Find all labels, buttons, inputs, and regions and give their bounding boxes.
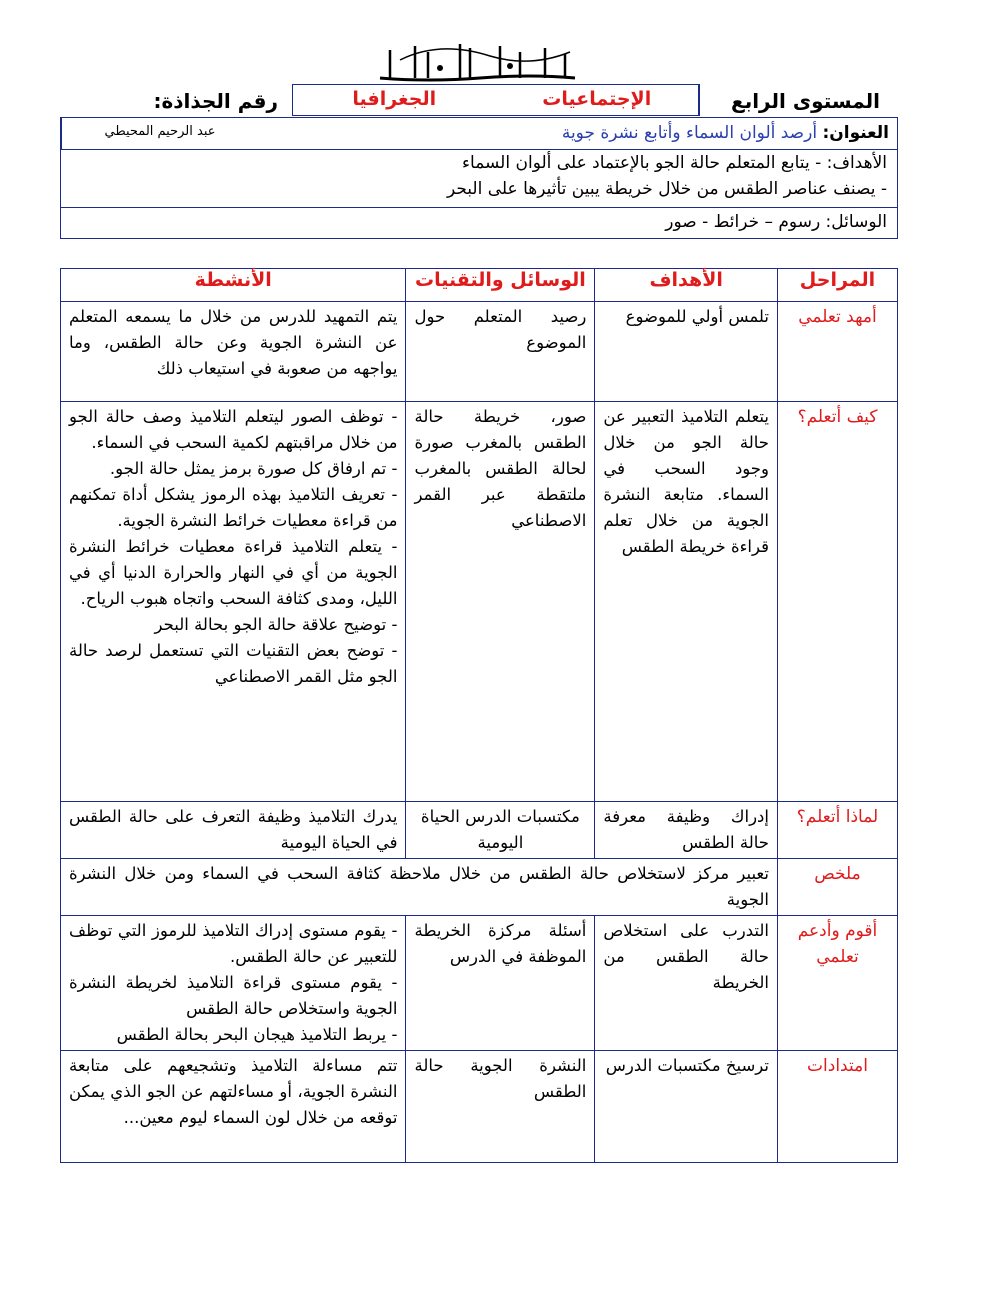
header-tools: الوسائل والتقنيات xyxy=(406,269,595,302)
goal-line: - يصنف عناصر الطقس من خلال خريطة يبين تأثيرها على البحر xyxy=(446,179,887,199)
lesson-table xyxy=(60,268,898,1163)
title-text: أرصد ألوان السماء وأتابع نشرة جوية xyxy=(561,123,818,143)
activity-line: يدرك التلاميذ وظيفة التعرف على حالة الطقس في الحياة اليومية xyxy=(69,807,398,852)
objective-cell: تلمس أولي للموضوع xyxy=(595,302,778,402)
table-row xyxy=(61,802,898,859)
tools-cell: صور، خريطة حالة الطقس بالمغرب صورة لحالة الطقس بالمغرب ملتقطة عبر القمر الاصطناعي xyxy=(406,402,595,802)
activities-cell xyxy=(61,1051,406,1163)
stage-cell: امتدادات xyxy=(777,1051,897,1163)
activities-cell xyxy=(61,916,406,1051)
tools-cell: رصيد المتعلم حول الموضوع xyxy=(406,302,595,402)
header-stages: المراحل xyxy=(777,269,897,302)
activity-line: - توضيح علاقة حالة الجو بحالة البحر xyxy=(154,615,398,634)
activity-line: - توضح بعض التقنيات التي تستعمل لرصد حالة الجو مثل القمر الاصطناعي xyxy=(69,641,398,686)
subject-geography: الجغرافيا xyxy=(352,88,437,110)
goals-row xyxy=(61,150,897,208)
activities-cell xyxy=(61,802,406,859)
stage-cell: أمهد تعلمي xyxy=(777,302,897,402)
subjects-box xyxy=(292,84,700,116)
stage-cell: لماذا أتعلم؟ xyxy=(777,802,897,859)
activities-cell xyxy=(61,302,406,402)
activity-line: - يربط التلاميذ هيجان البحر بحالة الطقس xyxy=(116,1025,398,1044)
activity-line: - يقوم مستوى قراءة التلاميذ لخريطة النشرة الجوية واستخلاص حالة الطقس xyxy=(69,973,398,1018)
title-label: العنوان: xyxy=(822,123,889,143)
header-activities: الأنشطة xyxy=(61,269,406,302)
activity-line: - توظف الصور ليتعلم التلاميذ وصف حالة الجو من خلال مراقبتهم لكمية السحب في السماء. xyxy=(69,407,398,452)
title-row xyxy=(61,118,897,150)
means-row: الوسائل: رسوم – خرائط - صور xyxy=(665,212,887,232)
table-row xyxy=(61,859,898,916)
activities-cell xyxy=(61,402,406,802)
table-row xyxy=(61,302,898,402)
level-label: المستوى الرابع xyxy=(731,89,880,113)
goal-line: الأهداف: - يتابع المتعلم حالة الجو بالإعتماد على ألوان السماء xyxy=(462,153,887,173)
teacher-name: عبد الرحيم المحيطي xyxy=(61,118,258,149)
tools-cell: النشرة الجوية حالة الطقس xyxy=(406,1051,595,1163)
stage-cell: كيف أتعلم؟ xyxy=(777,402,897,802)
table-row xyxy=(61,1051,898,1163)
activity-line: يتم التمهيد للدرس من خلال ما يسمعه المتعلم عن النشرة الجوية وعن حالة الطقس، وما يواجهه من صعوبة في استيعاب ذلك xyxy=(69,307,398,378)
lesson-info-box xyxy=(60,117,898,239)
sheet-number-label: رقم الجذاذة: xyxy=(153,89,278,113)
objective-cell: يتعلم التلاميذ التعبير عن حالة الجو من خلال وجود السحب في السماء. متابعة النشرة الجوية من خلال تعلم قراءة خريطة الطقس xyxy=(595,402,778,802)
activity-line: - يتعلم التلاميذ قراءة معطيات خرائط النشرة الجوية من أي في النهار والحرارة الدنيا أي في الليل، ومدى كثافة السحب واتجاه هبوب الرياح. xyxy=(69,537,398,608)
table-header-row xyxy=(61,269,898,302)
stage-cell: أقوم وأدعم تعلمي xyxy=(777,916,897,1051)
header-objectives: الأهداف xyxy=(595,269,778,302)
basmala-ornament-icon xyxy=(370,38,590,88)
lesson-title xyxy=(258,118,897,149)
subject-social-studies: الإجتماعيات xyxy=(496,85,700,115)
table-row xyxy=(61,916,898,1051)
activity-line: - تم ارفاق كل صورة برمز يمثل حالة الجو. xyxy=(109,459,398,478)
tools-cell: مكتسبات الدرس الحياة اليومية xyxy=(406,802,595,859)
basmala-calligraphy xyxy=(370,38,590,88)
tools-cell: أسئلة مركزة الخريطة الموظفة في الدرس xyxy=(406,916,595,1051)
objective-cell: إدراك وظيفة معرفة حالة الطقس xyxy=(595,802,778,859)
objective-cell: التدرب على استخلاص حالة الطقس من الخريطة xyxy=(595,916,778,1051)
table-row xyxy=(61,402,898,802)
stage-cell: ملخص xyxy=(777,859,897,916)
activity-line: تتم مساءلة التلاميذ وتشجيعهم على متابعة النشرة الجوية، أو مساءلتهم عن الجو الذي يمكن توقعه من خلال لون السماء ليوم معين... xyxy=(69,1056,398,1127)
summary-cell: تعبير مركز لاستخلاص حالة الطقس من خلال ملاحظة كثافة السحب في السماء ومن خلال النشرة الجوية xyxy=(61,859,778,916)
activity-line: - يقوم مستوى إدراك التلاميذ للرموز التي توظف للتعبير عن حالة الطقس. xyxy=(69,921,398,966)
activity-line: - تعريف التلاميذ بهذه الرموز يشكل أداة تمكنهم من قراءة معطيات خرائط النشرة الجوية. xyxy=(69,485,398,530)
objective-cell: ترسيخ مكتسبات الدرس xyxy=(595,1051,778,1163)
